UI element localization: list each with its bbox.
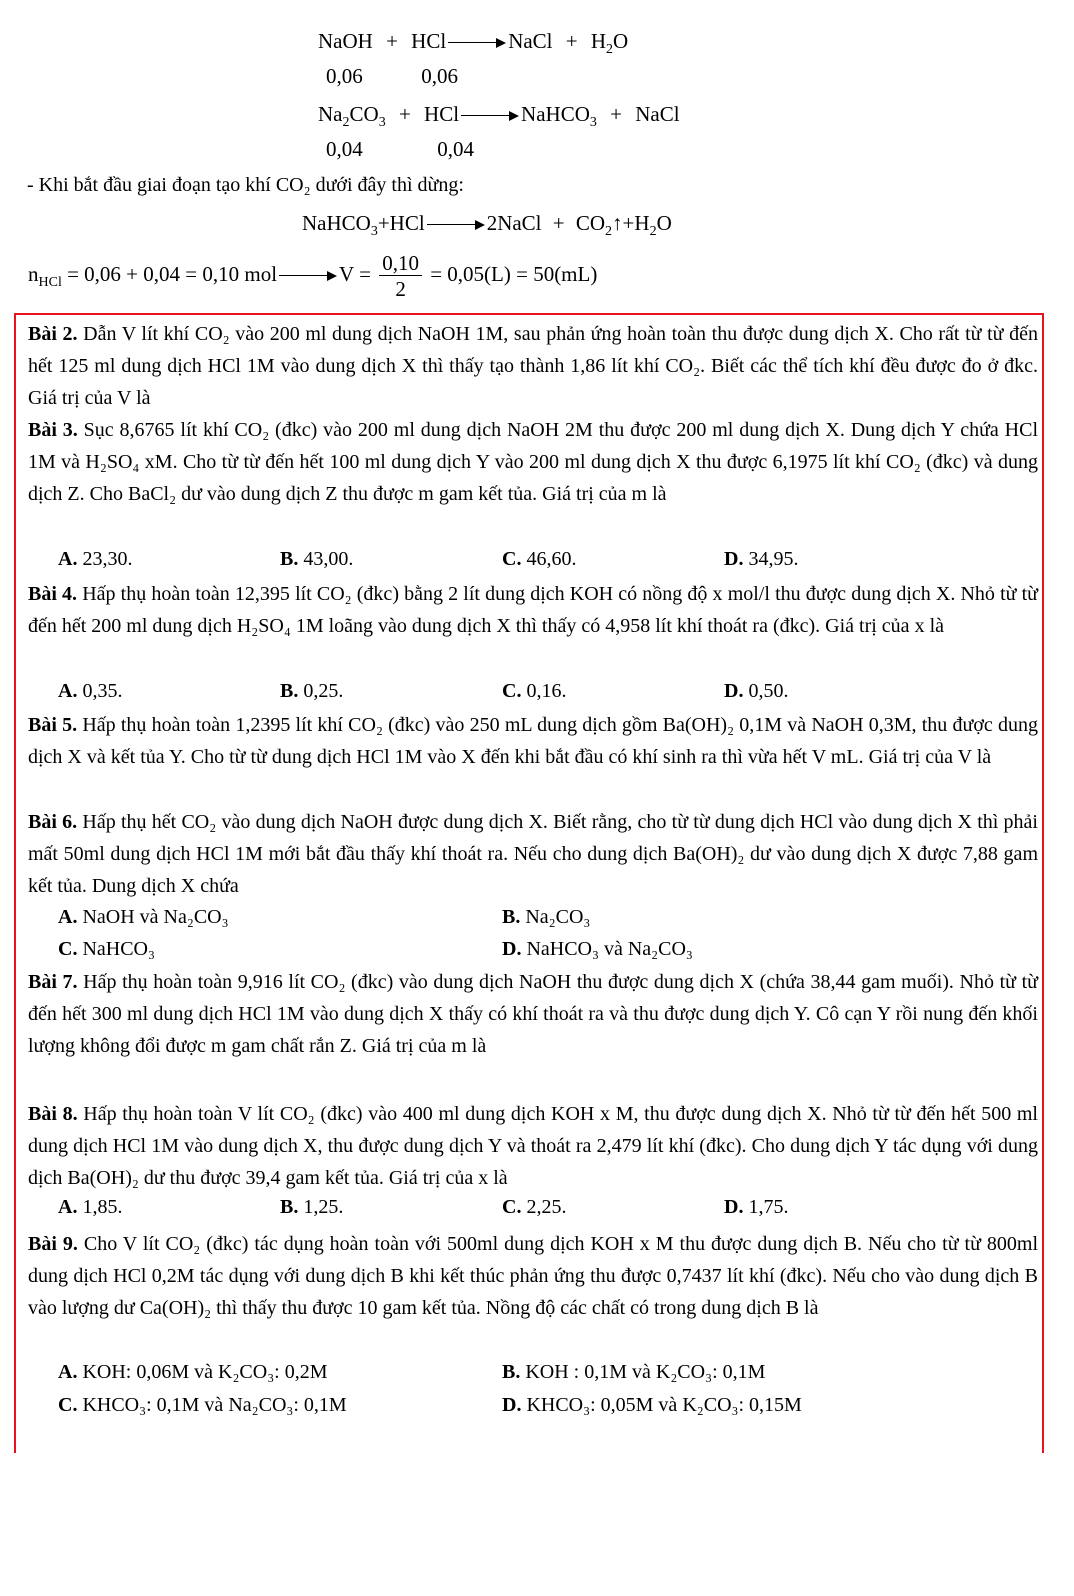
problem-5 bbox=[28, 709, 1038, 773]
product-co2: $CO_2$ bbox=[575, 211, 613, 239]
equation-3: NaHCO$_3$+HCl 2NaCl + $CO_2↑+H_2O$ bbox=[302, 211, 672, 239]
fraction: $\frac{0,10}{2}$ bbox=[379, 252, 422, 300]
option-b: B. Na₂CO₃ bbox=[502, 906, 591, 928]
problem-label: Bài 9. bbox=[28, 1233, 78, 1255]
product-water: $H_2O$ bbox=[590, 29, 629, 57]
problem-label: Bài 8. bbox=[28, 1103, 78, 1125]
option-c: C. 46,60. bbox=[502, 548, 577, 570]
stage-note: - Khi bắt đầu giai đoạn tạo khí CO₂ dưới đây thì dừng: bbox=[27, 174, 464, 196]
reactant-naoh: NaOH bbox=[318, 29, 373, 53]
option-d: D. 0,50. bbox=[724, 680, 789, 702]
problem-text: Cho V lít CO₂ (đkc) tác dụng hoàn toàn với 500ml dung dịch KOH x M thu được dung dịch B. Nếu cho từ từ 800ml dung dịch HCl 0,2M tác dụng với dung dịch B khi kết thúc phản ứng thu được 0,7437 lít khí (đkc). Nếu cho vào dung dịch B vào lượng dư Ca(OH)₂ thì thấy thu được 10 gam kết tủa. Nồng độ các chất có trong dung dịch B là bbox=[28, 1233, 1039, 1319]
problem-2 bbox=[28, 318, 1038, 414]
option-a: A. NaOH và Na₂CO₃ bbox=[58, 906, 229, 928]
option-c: C. 0,16. bbox=[502, 680, 567, 702]
product-nahco3: NaHCO$_3$ bbox=[521, 102, 597, 130]
option-b: B. KOH : 0,1M và K₂CO₃: 0,1M bbox=[502, 1361, 766, 1383]
option-b: B. 43,00. bbox=[280, 548, 354, 570]
reactant-na2co3: $Na_2CO_3$ bbox=[318, 102, 386, 130]
problem-7 bbox=[28, 966, 1038, 1062]
option-d: D. 1,75. bbox=[724, 1196, 789, 1218]
problem-text: Dẫn V lít khí CO₂ vào 200 ml dung dịch NaOH 1M, sau phản ứng hoàn toàn thu được dung dịch X. Cho rất từ từ đến hết 125 ml dung dịch HCl 1M vào dung dịch X thì thấy tạo thành 1,86 lít khí CO₂. Biết các thể tích khí đều được đo ở đkc. Giá trị của V là bbox=[28, 323, 1038, 409]
option-c: C. NaHCO₃ bbox=[58, 938, 155, 960]
problem-label: Bài 3. bbox=[28, 419, 78, 441]
problem-label: Bài 6. bbox=[28, 811, 78, 833]
option-d: D. KHCO₃: 0,05M và K₂CO₃: 0,15M bbox=[502, 1394, 802, 1416]
problem-8 bbox=[28, 1098, 1038, 1194]
product-nacl: NaCl bbox=[508, 29, 553, 53]
option-b: B. 1,25. bbox=[280, 1196, 344, 1218]
problem-label: Bài 4. bbox=[28, 583, 78, 605]
option-d: D. 34,95. bbox=[724, 548, 799, 570]
reactant-hcl: HCl bbox=[411, 29, 447, 53]
option-b: B. 0,25. bbox=[280, 680, 344, 702]
problem-text: Hấp thụ hoàn toàn V lít CO₂ (đkc) vào 400 ml dung dịch KOH x M, thu được dung dịch X. Nhỏ từ từ đến hết 500 ml dung dịch HCl 1M vào dung dịch X, thu được dung dịch Y và thoát ra 2,479 lít khí (đkc). Cho dung dịch Y tác dụng với dung dịch Ba(OH)₂ dư thu được 39,4 gam kết tủa. Giá trị của x là bbox=[28, 1103, 1038, 1189]
option-c: C. 2,25. bbox=[502, 1196, 567, 1218]
option-c: C. KHCO₃: 0,1M và Na₂CO₃: 0,1M bbox=[58, 1394, 347, 1416]
problem-label: Bài 2. bbox=[28, 323, 78, 345]
problem-3 bbox=[28, 414, 1038, 510]
problem-label: Bài 5. bbox=[28, 714, 78, 736]
implies-arrow-icon bbox=[279, 270, 337, 282]
reactant-nahco3: NaHCO$_3$ bbox=[302, 211, 378, 239]
equation-2-moles: 0,04 0,04 bbox=[326, 137, 474, 161]
problem-4 bbox=[28, 578, 1038, 642]
problem-9 bbox=[28, 1228, 1038, 1324]
option-a: A. 0,35. bbox=[58, 680, 123, 702]
problem-label: Bài 7. bbox=[28, 971, 78, 993]
problem-6 bbox=[28, 806, 1038, 902]
equation-1-moles: 0,06 0,06 bbox=[326, 64, 458, 88]
reaction-arrow-icon bbox=[448, 37, 506, 49]
option-a: A. 23,30. bbox=[58, 548, 133, 570]
option-a: A. KOH: 0,06M và K₂CO₃: 0,2M bbox=[58, 1361, 328, 1383]
problem-text: Sục 8,6765 lít khí CO₂ (đkc) vào 200 ml dung dịch NaOH 2M thu được 200 ml dung dịch X. Dung dịch Y chứa HCl 1M và H₂SO₄ xM. Cho từ từ đến hết 100 ml dung dịch Y vào 200 ml dung dịch X thu được 6,1975 lít khí CO₂ (đkc) và dung dịch Z. Cho BaCl₂ dư vào dung dịch Z thu được m gam kết tủa. Giá trị của m là bbox=[28, 419, 1039, 505]
option-a: A. 1,85. bbox=[58, 1196, 123, 1218]
volume-calculation: $n_{HCl} = 0,06 + 0,04 = 0,10$ mol V = $\frac{0,10}{2}$ = 0,05(L) = 50(mL) bbox=[28, 251, 598, 302]
problem-text: Hấp thụ hoàn toàn 1,2395 lít khí CO₂ (đkc) vào 250 mL dung dịch gồm Ba(OH)₂ 0,1M và NaOH 0,3M, thu được dung dịch X và kết tủa Y. Cho từ từ dung dịch HCl 1M vào X đến khi bắt đầu có khí sinh ra thì vừa hết V mL. Giá trị của V là bbox=[28, 714, 1039, 768]
problem-text: Hấp thụ hết CO₂ vào dung dịch NaOH được dung dịch X. Biết rằng, cho từ từ dung dịch HCl vào dung dịch X thì phải mất 50ml dung dịch HCl 1M mới bắt đầu thấy khí thoát ra. Nếu cho dung dịch Ba(OH)₂ dư vào dung dịch X được 7,88 gam kết tủa. Dung dịch X chứa bbox=[28, 811, 1038, 897]
equation-1 bbox=[318, 31, 628, 57]
option-d: D. NaHCO₃ và Na₂CO₃ bbox=[502, 938, 693, 960]
reaction-arrow-icon bbox=[461, 110, 519, 122]
problem-text: Hấp thụ hoàn toàn 9,916 lít CO₂ (đkc) vào dung dịch NaOH thu được dung dịch X (chứa 38,44 gam muối). Nhỏ từ từ đến hết 300 ml dung dịch HCl 1M vào dung dịch X thấy có khí thoát ra và thu được dung dịch Y. Cô cạn Y rồi nung đến khối lượng không đổi được m gam chất rắn Z. Giá trị của m là bbox=[28, 971, 1038, 1057]
gas-up-arrow-icon: ↑ bbox=[612, 211, 623, 235]
problem-text: Hấp thụ hoàn toàn 12,395 lít CO₂ (đkc) bằng 2 lít dung dịch KOH có nồng độ x mol/l thu được dung dịch X. Nhỏ từ từ đến hết 200 ml dung dịch H₂SO₄ 1M loãng vào dung dịch X thì thấy có 4,958 lít khí thoát ra (đkc). Giá trị của x là bbox=[28, 583, 1039, 637]
plus-sign: + bbox=[565, 29, 578, 53]
reaction-arrow-icon bbox=[427, 219, 485, 231]
product-water: $+H_2O$ bbox=[622, 211, 672, 239]
equation-2: $Na_2CO_3$ + HCl NaHCO$_3$ + NaCl bbox=[318, 102, 680, 130]
plus-sign: + bbox=[386, 29, 398, 53]
